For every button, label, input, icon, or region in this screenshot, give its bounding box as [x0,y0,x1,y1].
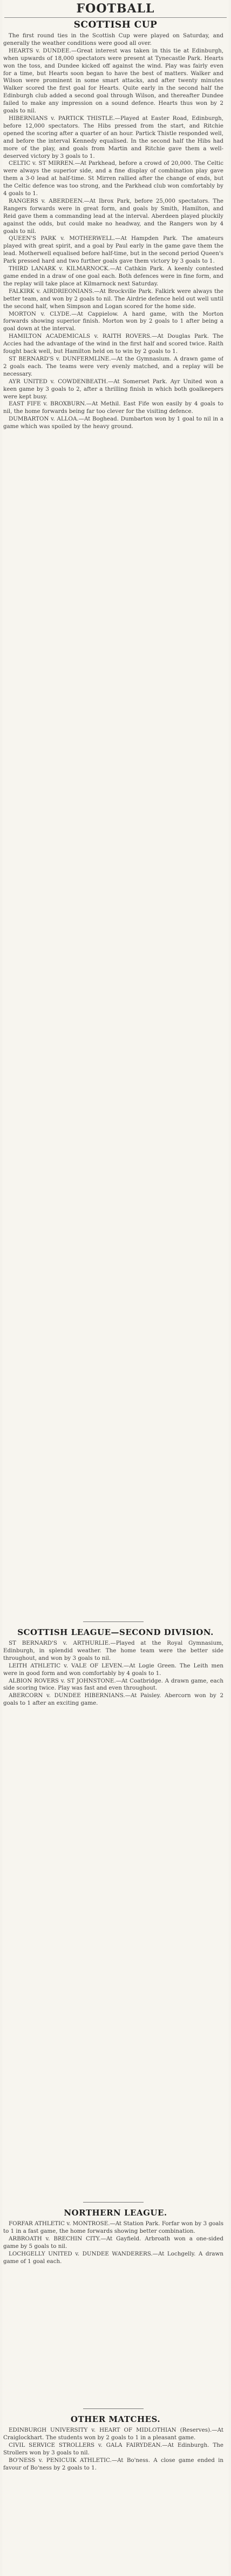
other-paragraph: BO'NESS v. PENICUIK ATHLETIC.—At Bo'ness. A close game ended in favour of Bo'ness by 2 goals to 1. [3,2457,223,2471]
northern-league-section [4,2207,227,2218]
league-second-division-body [3,1640,223,2197]
scottish-cup-paragraph: THIRD LANARK v. KILMARNOCK.—At Cathkin Park. A keenly contested game ended in a draw of one goal each. Both defences were in fine form, and the replay will take place at Kilmarnock next Saturday. [3,265,223,287]
northern-paragraph: FORFAR ATHLETIC v. MONTROSE.—At Station Park. Forfar won by 3 goals to 1 in a fast game, the home forwards showing better combination. [3,2220,223,2234]
northern-league-text [3,2220,223,2265]
scottish-cup-heading: SCOTTISH CUP [73,19,158,30]
scottish-cup-paragraph: AYR UNITED v. COWDENBEATH.—At Somerset Park. Ayr United won a keen game by 3 goals to 2, after a thrilling finish in which both goalkeepers were kept busy. [3,378,223,400]
league-second-division-heading: SCOTTISH LEAGUE—SECOND DIVISION. [17,1627,214,1637]
scottish-cup-paragraph: HAMILTON ACADEMICALS v. RAITH ROVERS.—At Douglas Park. The Accies had the advantage of the wind in the first half and scored twice. Raith fought back well, but Hamilton held on to win by 2 goals to 1. [3,333,223,355]
section-divider [83,1621,144,1622]
scottish-cup-body [3,32,223,1619]
northern-league-body [3,2220,223,2404]
league-second-division-section [4,1627,227,1638]
league-paragraph: ALBION ROVERS v. ST JOHNSTONE.—At Coatbridge. A drawn game, each side scoring twice. Play was fast and even throughout. [3,1677,223,1692]
scottish-cup-paragraph: QUEEN'S PARK v. MOTHERWELL.—At Hampden Park. The amateurs played with great spirit, and a goal by Paul early in the game gave them the lead. Motherwell equalised before half-time, but in the second period Queen's Park pressed hard and two further goals gave them victory by 3 goals to 1. [3,235,223,265]
scottish-cup-paragraph: The first round ties in the Scottish Cup were played on Saturday, and generally the weather conditions were good all over. [3,32,223,46]
league-paragraph: LEITH ATHLETIC v. VALE OF LEVEN.—At Logie Green. The Leith men were in good form and won comfortably by 4 goals to 1. [3,1662,223,1677]
page-title: FOOTBALL [76,2,155,16]
scottish-cup-paragraph: HEARTS v. DUNDEE.—Great interest was taken in this tie at Edinburgh, when upwards of 18,000 spectators were present at Tynecastle Park. Hearts won the toss, and Dundee kicked off against the wind. Play was fairly even for a time, but Hearts soon began to have the best of matters. Walker and Wilson were prominent in some smart attacks, and after twenty minutes Walker scored the first goal for Hearts. Quite early in the second half the Edinburgh club added a second goal through Wilson, and thereafter Dundee failed to make any impression on a sound defence. Hearts thus won by 2 goals to nil. [3,47,223,115]
other-matches-body [3,2427,223,2573]
scottish-cup-paragraph: DUMBARTON v. ALLOA.—At Boghead. Dumbarton won by 1 goal to nil in a game which was spoiled by the heavy ground. [3,416,223,430]
scottish-cup-paragraph: CELTIC v. ST MIRREN.—At Parkhead, before a crowd of 20,000. The Celtic were always the superior side, and a fine display of combination play gave them a 3-0 lead at half-time. St Mirren rallied after the change of ends, but the Celtic defence was too strong, and the Parkhead club won comfortably by 4 goals to 1. [3,160,223,197]
section-divider [83,2202,144,2203]
scottish-cup-paragraph: RANGERS v. ABERDEEN.—At Ibrox Park, before 25,000 spectators. The Rangers forwards were in great form, and goals by Smith, Hamilton, and Reid gave them a commanding lead at the interval. Aberdeen played pluckily against the odds, but could make no headway, and the Rangers won by 4 goals to nil. [3,197,223,235]
scottish-cup-paragraph: HIBERNIANS v. PARTICK THISTLE.—Played at Easter Road, Edinburgh, before 12,000 spectators. The Hibs pressed from the start, and Ritchie opened the scoring after a quarter of an hour. Partick Thistle responded well, and before the interval Kennedy equalised. In the second half the Hibs had more of the play, and goals from Martin and Ritchie gave them a well-deserved victory by 3 goals to 1. [3,115,223,159]
scottish-cup-section [4,19,227,30]
scottish-cup-paragraph: ST BERNARD'S v. DUNFERMLINE.—At the Gymnasium. A drawn game of 2 goals each. The teams were very evenly matched, and a replay will be necessary. [3,355,223,377]
northern-paragraph: LOCHGELLY UNITED v. DUNDEE WANDERERS.—At Lochgelly. A drawn game of 1 goal each. [3,2250,223,2265]
other-matches-heading: OTHER MATCHES. [70,2414,161,2424]
northern-league-heading: NORTHERN LEAGUE. [64,2208,167,2218]
scottish-cup-paragraph: MORTON v. CLYDE.—At Cappielow. A hard game, with the Morton forwards showing superior finish. Morton won by 2 goals to 1 after being a goal down at the interval. [3,310,223,332]
league-second-division-text [3,1640,223,1707]
scottish-cup-paragraph: FALKIRK v. AIRDRIEONIANS.—At Brockville Park. Falkirk were always the better team, and won by 2 goals to nil. The Airdrie defence held out well until the second half, when Simpson and Logan scored for the home side. [3,288,223,310]
league-paragraph: ABERCORN v. DUNDEE HIBERNIANS.—At Paisley. Abercorn won by 2 goals to 1 after an exciting game. [3,1692,223,1707]
title-rule [4,17,227,18]
other-paragraph: CIVIL SERVICE STROLLERS v. GALA FAIRYDEAN.—At Edinburgh. The Strollers won by 3 goals to nil. [3,2441,223,2456]
league-paragraph: ST BERNARD'S v. ARTHURLIE.—Played at the Royal Gymnasium, Edinburgh, in splendid weather. The home team were the better side throughout, and won by 3 goals to nil. [3,1640,223,1661]
other-matches-section [4,2414,227,2425]
section-divider [83,2408,144,2409]
other-paragraph: EDINBURGH UNIVERSITY v. HEART OF MIDLOTHIAN (Reserves).—At Craiglockhart. The students won by 2 goals to 1 in a pleasant game. [3,2427,223,2441]
newspaper-page [2,0,229,2576]
scottish-cup-paragraph: EAST FIFE v. BROXBURN.—At Methil. East Fife won easily by 4 goals to nil, the home forwards being far too clever for the visiting defence. [3,401,223,415]
scottish-cup-text [3,32,223,431]
northern-paragraph: ARBROATH v. BRECHIN CITY.—At Gayfield. Arbroath won a one-sided game by 5 goals to nil. [3,2235,223,2250]
other-matches-text [3,2427,223,2472]
